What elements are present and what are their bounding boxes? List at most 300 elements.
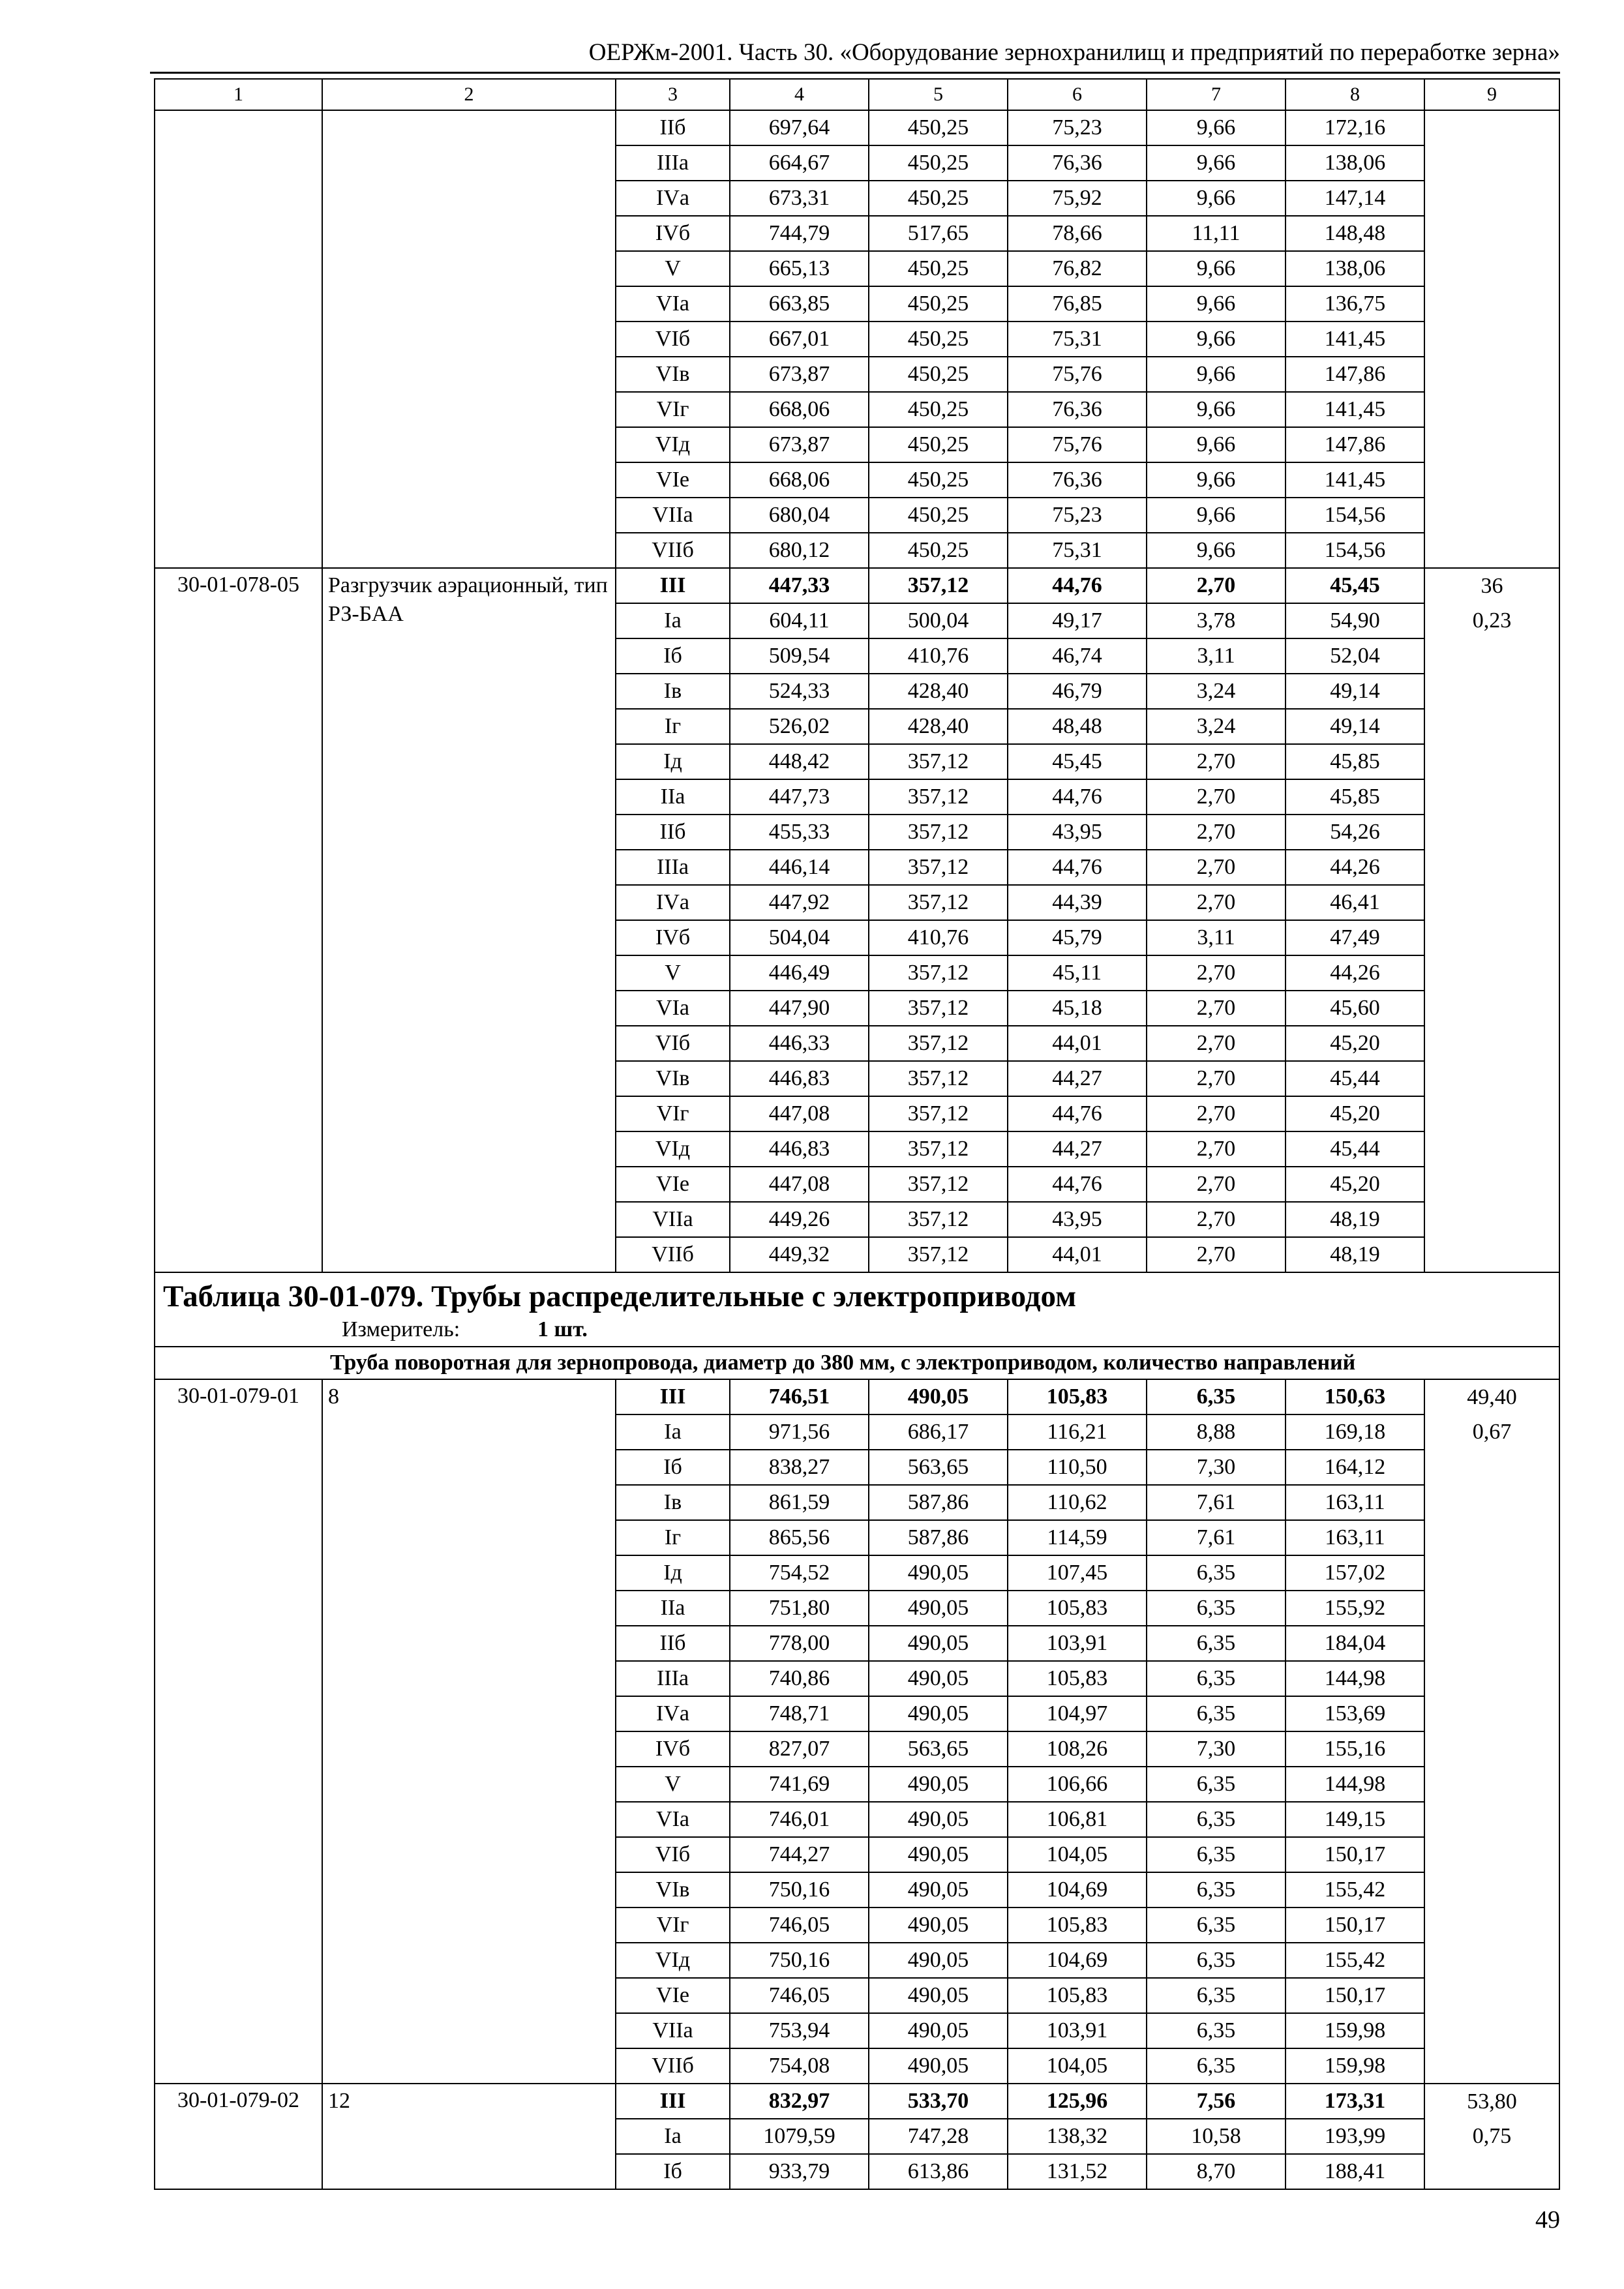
- value-cell: 746,05: [730, 1978, 869, 2013]
- value-cell: 46,41: [1286, 885, 1424, 920]
- zone-cell: VIб: [616, 322, 730, 357]
- zone-cell: Iв: [616, 674, 730, 709]
- value-cell: 450,25: [869, 181, 1008, 216]
- value-cell: 159,98: [1286, 2048, 1424, 2084]
- value-cell: 2,70: [1147, 1131, 1286, 1167]
- rates-table: [154, 78, 1560, 2190]
- value-cell: 450,25: [869, 498, 1008, 533]
- value-cell: 9,66: [1147, 427, 1286, 462]
- value-cell: 47,49: [1286, 920, 1424, 955]
- zone-cell: IIб: [616, 1626, 730, 1661]
- value-cell: 153,69: [1286, 1696, 1424, 1731]
- unit-value: 1 шт.: [537, 1317, 588, 1341]
- group-heading: Труба поворотная для зернопровода, диаметр до 380 мм, с электроприводом, количество направлений: [155, 1347, 1559, 1379]
- value-cell: 125,96: [1008, 2084, 1147, 2119]
- value-cell: 450,25: [869, 462, 1008, 498]
- value-cell: 680,04: [730, 498, 869, 533]
- value-cell: 138,32: [1008, 2119, 1147, 2154]
- value-cell: 2,70: [1147, 1167, 1286, 1202]
- value-cell: 8,70: [1147, 2154, 1286, 2189]
- column-9-cell: [1424, 568, 1559, 1272]
- value-cell: 116,21: [1008, 1414, 1147, 1450]
- column-9-cell: [1424, 2084, 1559, 2189]
- group-heading-row: [155, 1347, 1559, 1379]
- zone-cell: IVб: [616, 1731, 730, 1767]
- value-cell: 9,66: [1147, 392, 1286, 427]
- column-9-cell: [1424, 1379, 1559, 2084]
- value-cell: 6,35: [1147, 2013, 1286, 2048]
- value-cell: 75,23: [1008, 498, 1147, 533]
- value-cell: 533,70: [869, 2084, 1008, 2119]
- value-cell: 150,17: [1286, 1837, 1424, 1872]
- zone-cell: VIа: [616, 286, 730, 322]
- rate-name: [322, 110, 616, 568]
- value-cell: 2,70: [1147, 1202, 1286, 1237]
- value-cell: 410,76: [869, 638, 1008, 674]
- rates-table-body: [155, 79, 1559, 2189]
- value-cell: 490,05: [869, 1872, 1008, 1908]
- value-cell: 450,25: [869, 110, 1008, 145]
- value-cell: 357,12: [869, 1061, 1008, 1096]
- value-cell: 490,05: [869, 1837, 1008, 1872]
- value-cell: 524,33: [730, 674, 869, 709]
- value-cell: 46,79: [1008, 674, 1147, 709]
- zone-cell: VIд: [616, 1943, 730, 1978]
- value-cell: 7,56: [1147, 2084, 1286, 2119]
- value-cell: 2,70: [1147, 885, 1286, 920]
- value-cell: 105,83: [1008, 1591, 1147, 1626]
- value-cell: 141,45: [1286, 462, 1424, 498]
- value-cell: 136,75: [1286, 286, 1424, 322]
- table-title: Таблица 30-01-079. Трубы распределительные с электроприводом: [163, 1279, 1077, 1313]
- value-cell: 746,05: [730, 1908, 869, 1943]
- value-cell: 10,58: [1147, 2119, 1286, 2154]
- value-cell: 45,45: [1008, 744, 1147, 779]
- value-cell: 526,02: [730, 709, 869, 744]
- value-cell: 3,11: [1147, 638, 1286, 674]
- zone-cell: III: [616, 1379, 730, 1414]
- value-cell: 45,79: [1008, 920, 1147, 955]
- value-cell: 45,20: [1286, 1096, 1424, 1131]
- value-cell: 668,06: [730, 462, 869, 498]
- value-cell: 45,45: [1286, 568, 1424, 603]
- value-cell: 450,25: [869, 145, 1008, 181]
- value-cell: 750,16: [730, 1872, 869, 1908]
- table-row: [155, 1379, 1559, 1414]
- zone-cell: IIIа: [616, 145, 730, 181]
- column-9-value: 0,67: [1472, 1420, 1512, 1444]
- value-cell: 106,66: [1008, 1767, 1147, 1802]
- value-cell: 673,87: [730, 427, 869, 462]
- value-cell: 150,63: [1286, 1379, 1424, 1414]
- value-cell: 48,19: [1286, 1237, 1424, 1272]
- value-cell: 6,35: [1147, 1379, 1286, 1414]
- value-cell: 9,66: [1147, 145, 1286, 181]
- value-cell: 865,56: [730, 1520, 869, 1555]
- value-cell: 6,35: [1147, 1661, 1286, 1696]
- value-cell: 428,40: [869, 674, 1008, 709]
- value-cell: 2,70: [1147, 1026, 1286, 1061]
- value-cell: 448,42: [730, 744, 869, 779]
- table-title-row: [155, 1272, 1559, 1347]
- value-cell: 746,51: [730, 1379, 869, 1414]
- value-cell: 7,30: [1147, 1450, 1286, 1485]
- value-cell: 357,12: [869, 568, 1008, 603]
- value-cell: 43,95: [1008, 815, 1147, 850]
- value-cell: 107,45: [1008, 1555, 1147, 1591]
- page-header: ОЕРЖм-2001. Часть 30. «Оборудование зернохранилищ и предприятий по переработке зерна»: [588, 39, 1560, 66]
- zone-cell: VIг: [616, 1908, 730, 1943]
- value-cell: 44,76: [1008, 1167, 1147, 1202]
- value-cell: 44,76: [1008, 779, 1147, 815]
- value-cell: 110,50: [1008, 1450, 1147, 1485]
- value-cell: 446,83: [730, 1131, 869, 1167]
- unit-label: Измеритель:: [342, 1317, 460, 1341]
- value-cell: 447,90: [730, 991, 869, 1026]
- column-number: 2: [322, 79, 616, 110]
- value-cell: 490,05: [869, 2048, 1008, 2084]
- zone-cell: VIIб: [616, 2048, 730, 2084]
- value-cell: 6,35: [1147, 1908, 1286, 1943]
- zone-cell: III: [616, 568, 730, 603]
- zone-cell: VIа: [616, 991, 730, 1026]
- value-cell: 8,88: [1147, 1414, 1286, 1450]
- zone-cell: Iа: [616, 603, 730, 638]
- value-cell: 75,76: [1008, 427, 1147, 462]
- value-cell: 450,25: [869, 357, 1008, 392]
- value-cell: 357,12: [869, 885, 1008, 920]
- zone-cell: Iв: [616, 1485, 730, 1520]
- value-cell: 450,25: [869, 427, 1008, 462]
- column-9-cell: [1424, 110, 1559, 568]
- value-cell: 154,56: [1286, 498, 1424, 533]
- value-cell: 150,17: [1286, 1908, 1424, 1943]
- value-cell: 450,25: [869, 251, 1008, 286]
- value-cell: 164,12: [1286, 1450, 1424, 1485]
- table-row: [155, 110, 1559, 145]
- value-cell: 159,98: [1286, 2013, 1424, 2048]
- column-number: 4: [730, 79, 869, 110]
- value-cell: 75,31: [1008, 533, 1147, 568]
- value-cell: 49,17: [1008, 603, 1147, 638]
- value-cell: 48,48: [1008, 709, 1147, 744]
- rate-name: Разгрузчик аэрационный, тип РЗ-БАА: [322, 568, 616, 1272]
- value-cell: 746,01: [730, 1802, 869, 1837]
- value-cell: 490,05: [869, 1908, 1008, 1943]
- zone-cell: IIа: [616, 1591, 730, 1626]
- rate-code: [155, 110, 322, 568]
- value-cell: 104,05: [1008, 2048, 1147, 2084]
- value-cell: 44,76: [1008, 850, 1147, 885]
- value-cell: 75,31: [1008, 322, 1147, 357]
- zone-cell: Iг: [616, 1520, 730, 1555]
- value-cell: 155,16: [1286, 1731, 1424, 1767]
- value-cell: 147,86: [1286, 357, 1424, 392]
- value-cell: 149,15: [1286, 1802, 1424, 1837]
- value-cell: 563,65: [869, 1731, 1008, 1767]
- value-cell: 357,12: [869, 1167, 1008, 1202]
- zone-cell: VIб: [616, 1837, 730, 1872]
- value-cell: 490,05: [869, 1626, 1008, 1661]
- value-cell: 357,12: [869, 815, 1008, 850]
- value-cell: 188,41: [1286, 2154, 1424, 2189]
- rate-code: 30-01-078-05: [155, 568, 322, 1272]
- value-cell: 6,35: [1147, 1555, 1286, 1591]
- value-cell: 741,69: [730, 1767, 869, 1802]
- value-cell: 490,05: [869, 2013, 1008, 2048]
- value-cell: 6,35: [1147, 1696, 1286, 1731]
- value-cell: 184,04: [1286, 1626, 1424, 1661]
- value-cell: 49,14: [1286, 674, 1424, 709]
- value-cell: 2,70: [1147, 850, 1286, 885]
- value-cell: 2,70: [1147, 1096, 1286, 1131]
- value-cell: 357,12: [869, 850, 1008, 885]
- value-cell: 6,35: [1147, 1978, 1286, 2013]
- value-cell: 44,27: [1008, 1131, 1147, 1167]
- value-cell: 173,31: [1286, 2084, 1424, 2119]
- zone-cell: VIIа: [616, 2013, 730, 2048]
- value-cell: 7,30: [1147, 1731, 1286, 1767]
- value-cell: 155,42: [1286, 1872, 1424, 1908]
- value-cell: 75,92: [1008, 181, 1147, 216]
- value-cell: 668,06: [730, 392, 869, 427]
- value-cell: 110,62: [1008, 1485, 1147, 1520]
- value-cell: 9,66: [1147, 110, 1286, 145]
- value-cell: 490,05: [869, 1767, 1008, 1802]
- table-row: [155, 568, 1559, 603]
- unit-of-measure: [163, 1316, 1551, 1343]
- value-cell: 754,52: [730, 1555, 869, 1591]
- value-cell: 446,83: [730, 1061, 869, 1096]
- zone-cell: VIв: [616, 1872, 730, 1908]
- zone-cell: VIг: [616, 1096, 730, 1131]
- value-cell: 44,76: [1008, 1096, 1147, 1131]
- value-cell: 9,66: [1147, 462, 1286, 498]
- value-cell: 9,66: [1147, 251, 1286, 286]
- value-cell: 138,06: [1286, 251, 1424, 286]
- value-cell: 2,70: [1147, 991, 1286, 1026]
- value-cell: 697,64: [730, 110, 869, 145]
- value-cell: 2,70: [1147, 1061, 1286, 1096]
- value-cell: 447,33: [730, 568, 869, 603]
- column-number-row: [155, 79, 1559, 110]
- rate-code: 30-01-079-01: [155, 1379, 322, 2084]
- value-cell: 832,97: [730, 2084, 869, 2119]
- value-cell: 753,94: [730, 2013, 869, 2048]
- value-cell: 450,25: [869, 392, 1008, 427]
- value-cell: 517,65: [869, 216, 1008, 251]
- zone-cell: IIIа: [616, 1661, 730, 1696]
- value-cell: 6,35: [1147, 1626, 1286, 1661]
- zone-cell: V: [616, 1767, 730, 1802]
- column-9-value: 36: [1481, 574, 1503, 598]
- value-cell: 141,45: [1286, 322, 1424, 357]
- value-cell: 744,79: [730, 216, 869, 251]
- value-cell: 754,08: [730, 2048, 869, 2084]
- column-9-value: 53,80: [1467, 2089, 1517, 2114]
- value-cell: 114,59: [1008, 1520, 1147, 1555]
- value-cell: 104,69: [1008, 1943, 1147, 1978]
- value-cell: 604,11: [730, 603, 869, 638]
- zone-cell: VIд: [616, 427, 730, 462]
- zone-cell: VIг: [616, 392, 730, 427]
- value-cell: 103,91: [1008, 1626, 1147, 1661]
- value-cell: 6,35: [1147, 1591, 1286, 1626]
- value-cell: 450,25: [869, 322, 1008, 357]
- value-cell: 105,83: [1008, 1978, 1147, 2013]
- rate-code: 30-01-079-02: [155, 2084, 322, 2189]
- value-cell: 6,35: [1147, 1837, 1286, 1872]
- value-cell: 446,14: [730, 850, 869, 885]
- value-cell: 144,98: [1286, 1767, 1424, 1802]
- value-cell: 2,70: [1147, 568, 1286, 603]
- value-cell: 447,08: [730, 1096, 869, 1131]
- zone-cell: IIб: [616, 110, 730, 145]
- value-cell: 7,61: [1147, 1485, 1286, 1520]
- value-cell: 45,44: [1286, 1131, 1424, 1167]
- zone-cell: VIв: [616, 1061, 730, 1096]
- zone-cell: IVа: [616, 1696, 730, 1731]
- value-cell: 9,66: [1147, 498, 1286, 533]
- value-cell: 490,05: [869, 1978, 1008, 2013]
- column-number: 1: [155, 79, 322, 110]
- value-cell: 455,33: [730, 815, 869, 850]
- value-cell: 54,90: [1286, 603, 1424, 638]
- column-9-value: 49,40: [1467, 1385, 1517, 1409]
- value-cell: 490,05: [869, 1661, 1008, 1696]
- value-cell: 104,05: [1008, 1837, 1147, 1872]
- header-divider: [150, 72, 1560, 74]
- value-cell: 447,73: [730, 779, 869, 815]
- column-number: 9: [1424, 79, 1559, 110]
- value-cell: 75,76: [1008, 357, 1147, 392]
- value-cell: 9,66: [1147, 357, 1286, 392]
- value-cell: 933,79: [730, 2154, 869, 2189]
- value-cell: 2,70: [1147, 815, 1286, 850]
- value-cell: 447,08: [730, 1167, 869, 1202]
- value-cell: 490,05: [869, 1802, 1008, 1837]
- value-cell: 446,49: [730, 955, 869, 991]
- value-cell: 3,24: [1147, 709, 1286, 744]
- value-cell: 44,39: [1008, 885, 1147, 920]
- value-cell: 357,12: [869, 744, 1008, 779]
- value-cell: 357,12: [869, 991, 1008, 1026]
- zone-cell: VIIб: [616, 533, 730, 568]
- value-cell: 357,12: [869, 1202, 1008, 1237]
- column-number: 8: [1286, 79, 1424, 110]
- value-cell: 45,60: [1286, 991, 1424, 1026]
- value-cell: 163,11: [1286, 1520, 1424, 1555]
- zone-cell: Iд: [616, 744, 730, 779]
- value-cell: 7,61: [1147, 1520, 1286, 1555]
- value-cell: 748,71: [730, 1696, 869, 1731]
- value-cell: 45,20: [1286, 1167, 1424, 1202]
- value-cell: 108,26: [1008, 1731, 1147, 1767]
- value-cell: 500,04: [869, 603, 1008, 638]
- value-cell: 509,54: [730, 638, 869, 674]
- zone-cell: VIе: [616, 462, 730, 498]
- value-cell: 410,76: [869, 920, 1008, 955]
- value-cell: 155,92: [1286, 1591, 1424, 1626]
- page-number: 49: [1535, 2206, 1560, 2234]
- zone-cell: IVб: [616, 920, 730, 955]
- value-cell: 1079,59: [730, 2119, 869, 2154]
- table-row: [155, 2084, 1559, 2119]
- value-cell: 45,85: [1286, 744, 1424, 779]
- zone-cell: IVа: [616, 181, 730, 216]
- value-cell: 49,14: [1286, 709, 1424, 744]
- value-cell: 3,24: [1147, 674, 1286, 709]
- zone-cell: VIа: [616, 1802, 730, 1837]
- value-cell: 740,86: [730, 1661, 869, 1696]
- value-cell: 838,27: [730, 1450, 869, 1485]
- value-cell: 44,26: [1286, 850, 1424, 885]
- zone-cell: V: [616, 251, 730, 286]
- value-cell: 3,78: [1147, 603, 1286, 638]
- value-cell: 357,12: [869, 779, 1008, 815]
- value-cell: 147,86: [1286, 427, 1424, 462]
- value-cell: 44,01: [1008, 1237, 1147, 1272]
- column-number: 5: [869, 79, 1008, 110]
- value-cell: 163,11: [1286, 1485, 1424, 1520]
- column-number: 3: [616, 79, 730, 110]
- value-cell: 76,36: [1008, 462, 1147, 498]
- value-cell: 673,87: [730, 357, 869, 392]
- value-cell: 744,27: [730, 1837, 869, 1872]
- value-cell: 9,66: [1147, 286, 1286, 322]
- value-cell: 490,05: [869, 1591, 1008, 1626]
- value-cell: 563,65: [869, 1450, 1008, 1485]
- value-cell: 450,25: [869, 286, 1008, 322]
- value-cell: 76,82: [1008, 251, 1147, 286]
- zone-cell: VIб: [616, 1026, 730, 1061]
- zone-cell: V: [616, 955, 730, 991]
- value-cell: 357,12: [869, 1131, 1008, 1167]
- value-cell: 141,45: [1286, 392, 1424, 427]
- value-cell: 663,85: [730, 286, 869, 322]
- value-cell: 138,06: [1286, 145, 1424, 181]
- zone-cell: Iб: [616, 638, 730, 674]
- value-cell: 48,19: [1286, 1202, 1424, 1237]
- value-cell: 106,81: [1008, 1802, 1147, 1837]
- value-cell: 2,70: [1147, 779, 1286, 815]
- rate-name: 12: [322, 2084, 616, 2189]
- value-cell: 150,17: [1286, 1978, 1424, 2013]
- value-cell: 827,07: [730, 1731, 869, 1767]
- value-cell: 446,33: [730, 1026, 869, 1061]
- value-cell: 54,26: [1286, 815, 1424, 850]
- value-cell: 76,36: [1008, 392, 1147, 427]
- value-cell: 613,86: [869, 2154, 1008, 2189]
- value-cell: 504,04: [730, 920, 869, 955]
- value-cell: 490,05: [869, 1696, 1008, 1731]
- value-cell: 44,26: [1286, 955, 1424, 991]
- value-cell: 449,26: [730, 1202, 869, 1237]
- value-cell: 450,25: [869, 533, 1008, 568]
- zone-cell: Iа: [616, 1414, 730, 1450]
- value-cell: 76,85: [1008, 286, 1147, 322]
- value-cell: 172,16: [1286, 110, 1424, 145]
- value-cell: 144,98: [1286, 1661, 1424, 1696]
- value-cell: 45,44: [1286, 1061, 1424, 1096]
- zone-cell: Iд: [616, 1555, 730, 1591]
- zone-cell: VIд: [616, 1131, 730, 1167]
- zone-cell: Iа: [616, 2119, 730, 2154]
- value-cell: 45,11: [1008, 955, 1147, 991]
- value-cell: 9,66: [1147, 533, 1286, 568]
- value-cell: 104,97: [1008, 1696, 1147, 1731]
- value-cell: 357,12: [869, 1026, 1008, 1061]
